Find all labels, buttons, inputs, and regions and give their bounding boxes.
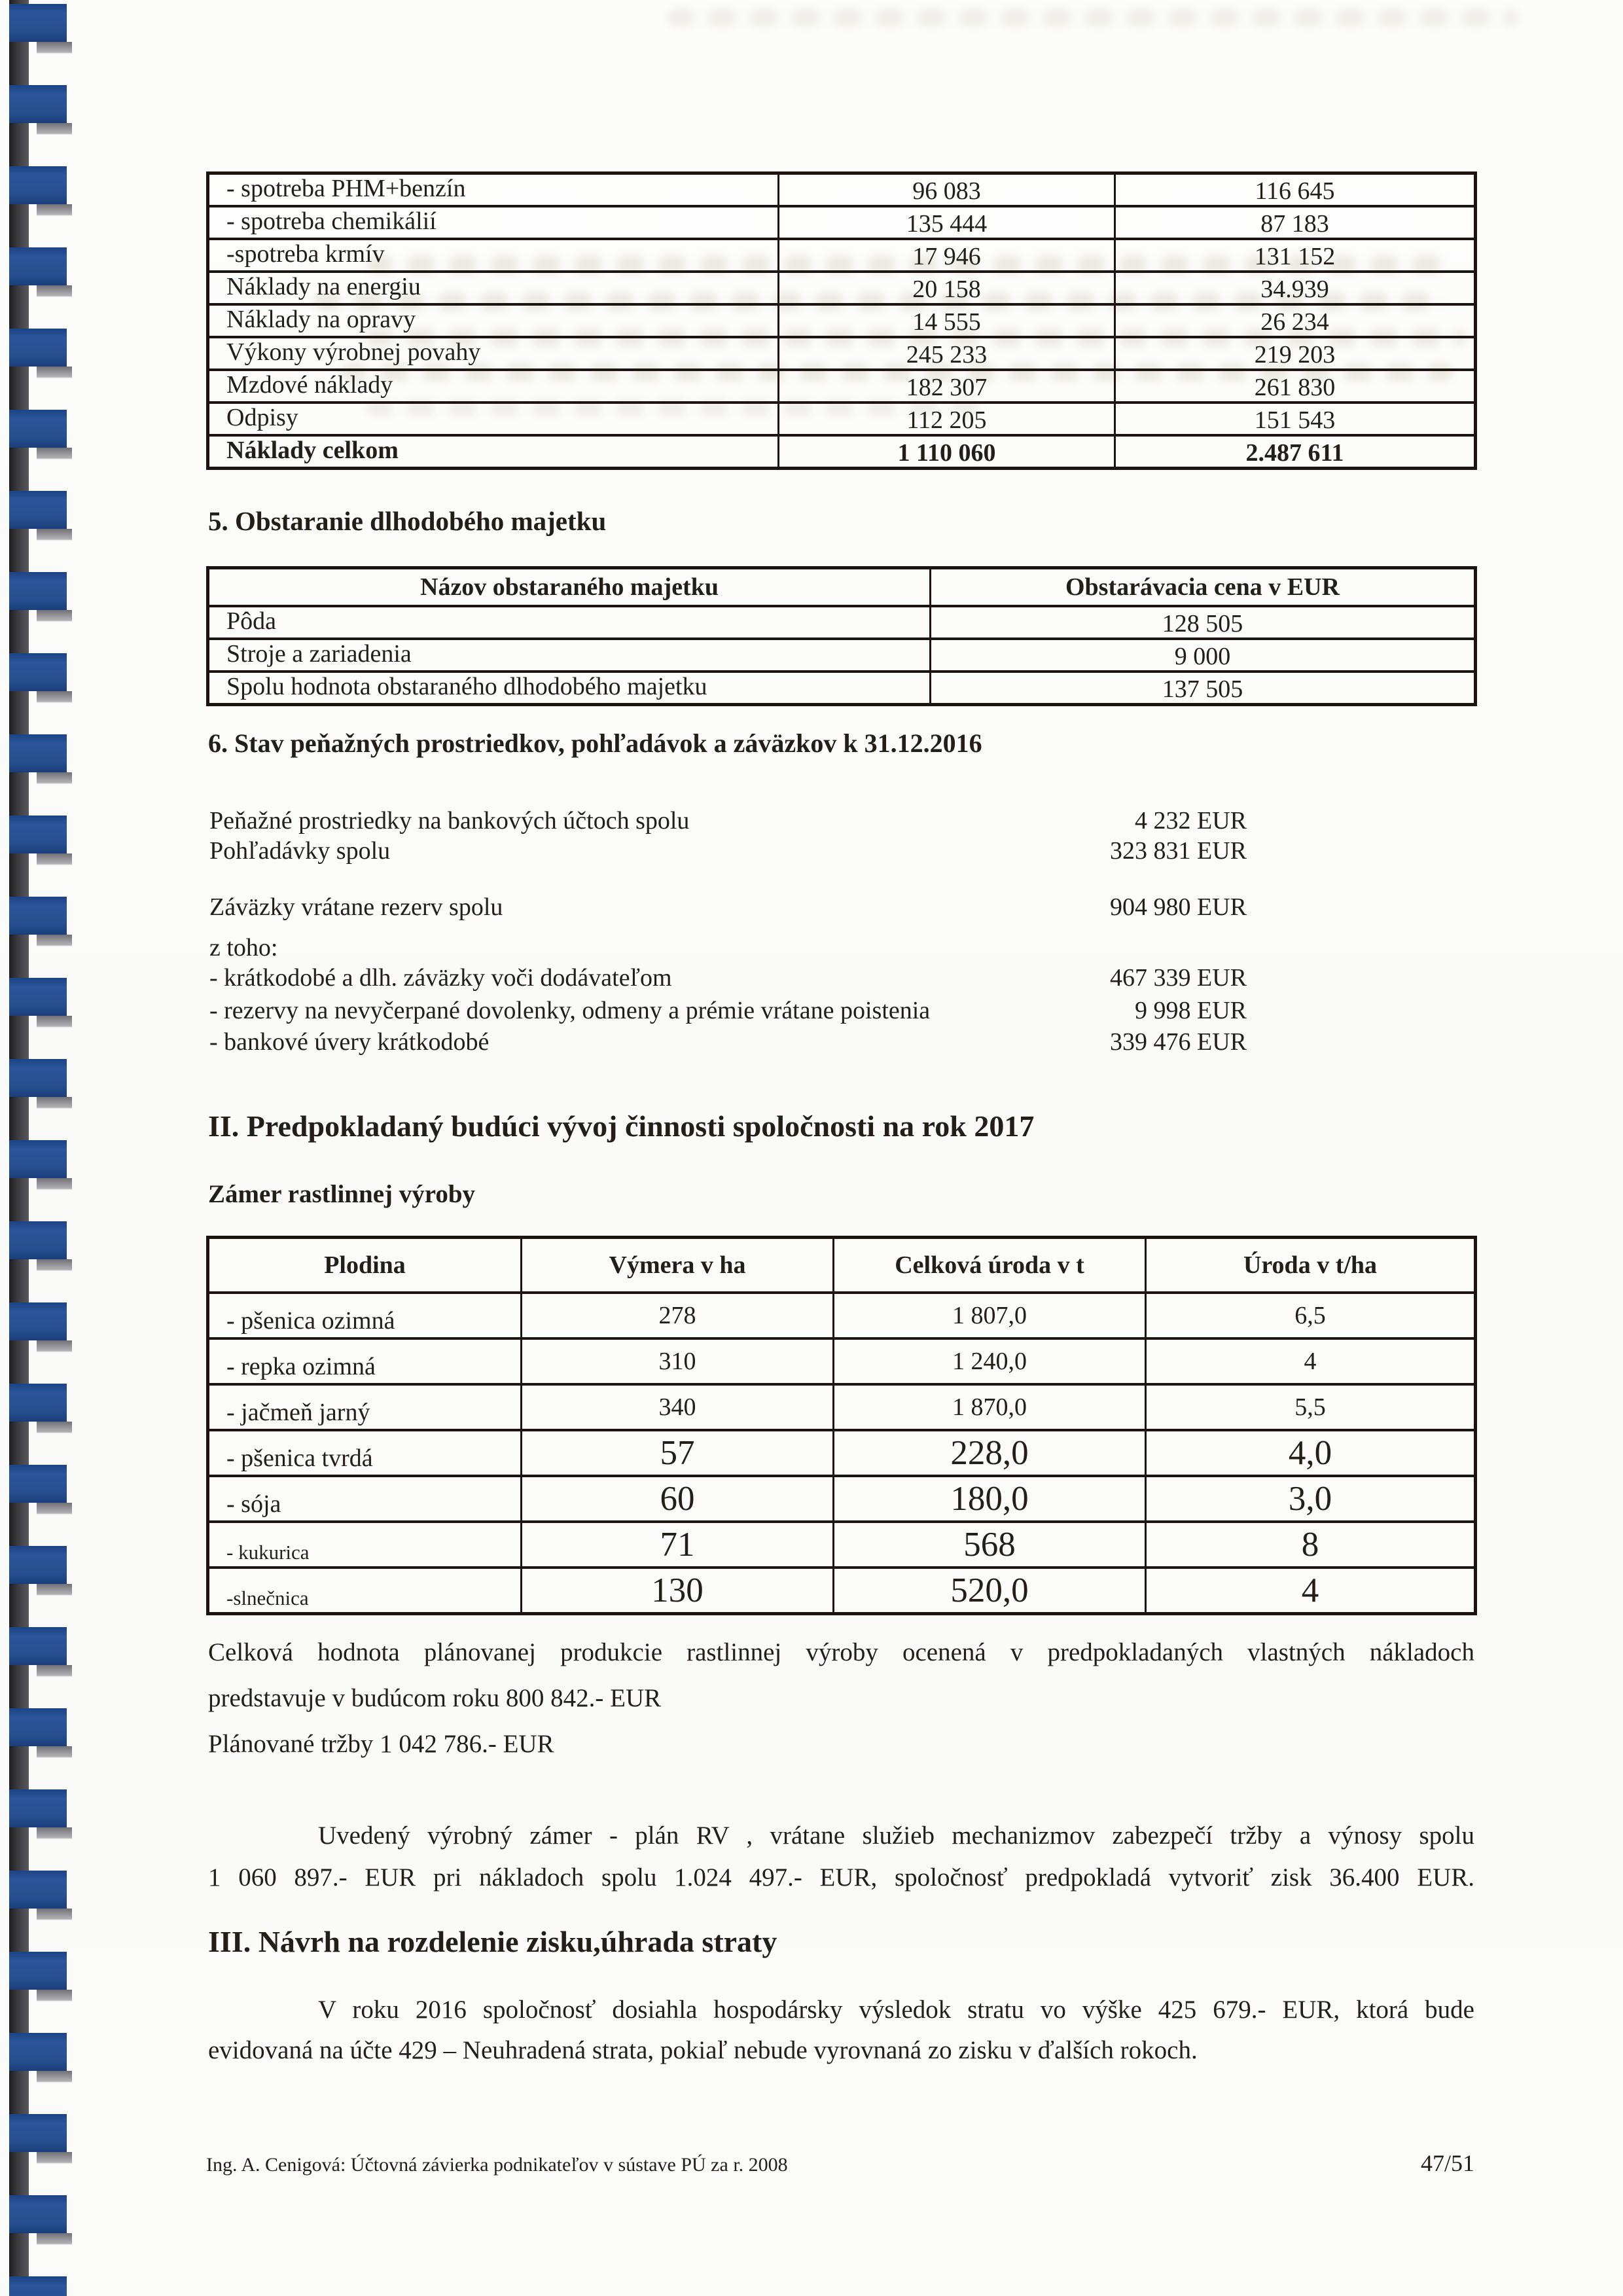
bleedthrough-artifact: [668, 9, 1518, 26]
cash-position-list: [209, 806, 1247, 1056]
cash-item-value: 4 232 EUR: [1135, 807, 1247, 834]
footer-citation: Ing. A. Cenigová: Účtovná závierka podnikateľov v sústave PÚ za r. 2008: [206, 2154, 788, 2176]
crop-row: [209, 1383, 1474, 1429]
asset-price: 137 505: [929, 673, 1474, 703]
crop-yield-per-ha: 4,0: [1145, 1431, 1474, 1475]
comb-binding-teeth: [9, 4, 67, 2296]
cost-value-col1: 17 946: [777, 240, 1114, 270]
cost-value-col1: 96 083: [777, 175, 1114, 205]
cost-item-label: -spotreba krmív: [226, 240, 385, 268]
paragraph-line: V roku 2016 spoločnosť dosiahla hospodársky výsledok stratu vo výške 425 679.- EUR, ktorá bude: [318, 1996, 1474, 2024]
costs-table-row: [209, 434, 1474, 467]
costs-table-row: [209, 303, 1474, 336]
crop-yield-total: 228,0: [832, 1431, 1145, 1475]
cost-item-label: Náklady na opravy: [226, 306, 416, 333]
crop-yield-total: 180,0: [832, 1477, 1145, 1520]
cash-item-value: 467 339 EUR: [1110, 964, 1247, 992]
crops-table: [206, 1236, 1477, 1615]
crop-area: 71: [520, 1523, 832, 1566]
cash-item-label: z toho:: [209, 934, 278, 961]
cost-item-label: - spotreba chemikálií: [226, 207, 437, 235]
profit-forecast-paragraph: [208, 1821, 1474, 1905]
crop-area: 278: [520, 1294, 832, 1337]
asset-price-header: Obstarávacia cena v EUR: [929, 569, 1474, 605]
crop-yield-total: 520,0: [832, 1569, 1145, 1612]
crop-area: 57: [520, 1431, 832, 1475]
acquisition-row: [209, 605, 1474, 637]
crop-yield-per-ha: 3,0: [1145, 1477, 1474, 1520]
production-value-paragraph: [208, 1638, 1474, 1775]
crop-yield-total: 1 870,0: [832, 1386, 1145, 1429]
crop-area-header: Výmera v ha: [520, 1239, 832, 1291]
section-iii-heading: III. Návrh na rozdelenie zisku,úhrada straty: [208, 1925, 777, 1958]
crop-name: - pšenica tvrdá: [226, 1444, 373, 1472]
crop-yield-per-ha: 4: [1145, 1569, 1474, 1612]
cost-value-col2: 34.939: [1114, 273, 1474, 303]
costs-table-row: [209, 368, 1474, 401]
cash-item-label: - rezervy na nevyčerpané dovolenky, odmeny a prémie vrátane poistenia: [209, 997, 931, 1024]
crop-yield-total: 1 807,0: [832, 1294, 1145, 1337]
paragraph-line: evidovaná na účte 429 – Neuhradená strata, pokiaľ nebude vyrovnaná zo zisku v ďalších rokoch.: [208, 2036, 1198, 2064]
costs-table: [206, 171, 1477, 470]
crop-yield-per-ha: 5,5: [1145, 1386, 1474, 1429]
cash-item-value: 323 831 EUR: [1110, 837, 1247, 865]
section-ii-heading: II. Predpokladaný budúci vývoj činnosti spoločnosti na rok 2017: [208, 1109, 1035, 1143]
crop-name: - pšenica ozimná: [226, 1307, 395, 1335]
costs-table-row: [209, 238, 1474, 270]
asset-price: 128 505: [929, 607, 1474, 637]
paragraph-line: Uvedený výrobný zámer - plán RV , vrátane služieb mechanizmov zabezpečí tržby a výnosy spolu: [318, 1821, 1474, 1850]
costs-table-row: [209, 270, 1474, 303]
crop-row: [209, 1291, 1474, 1337]
cost-value-col2: 219 203: [1114, 338, 1474, 368]
cash-item-label: Pohľadávky spolu: [209, 837, 391, 865]
crop-yield-total-header: Celková úroda v t: [832, 1239, 1145, 1291]
cash-item-value: 9 998 EUR: [1135, 997, 1247, 1024]
cost-item-label: Náklady celkom: [226, 437, 399, 464]
cash-line: [209, 963, 1247, 996]
crop-name: - sója: [226, 1490, 281, 1518]
cost-value-col1: 245 233: [777, 338, 1114, 368]
costs-table-row: [209, 336, 1474, 368]
crop-name: - kukurica: [226, 1541, 310, 1564]
crop-plan-subheading: Zámer rastlinnej výroby: [208, 1180, 476, 1208]
crop-yield-total: 568: [832, 1523, 1145, 1566]
cost-value-col1: 182 307: [777, 371, 1114, 401]
cost-item-label: - spotreba PHM+benzín: [226, 175, 466, 202]
cash-line: [209, 806, 1247, 836]
cost-value-col2: 151 543: [1114, 404, 1474, 434]
paragraph-line: 1 060 897.- EUR pri nákladoch spolu 1.024 497.- EUR, spoločnosť predpokladá vytvoriť zisk 36.400 EUR.: [208, 1863, 1474, 1892]
cost-value-col1: 1 110 060: [777, 437, 1114, 467]
cost-value-col2: 87 183: [1114, 207, 1474, 238]
cost-value-col1: 112 205: [777, 404, 1114, 434]
cash-line: [209, 836, 1247, 893]
section-6-heading: 6. Stav peňažných prostriedkov, pohľadávok a záväzkov k 31.12.2016: [208, 728, 982, 758]
cost-value-col2: 26 234: [1114, 306, 1474, 336]
cost-value-col2: 261 830: [1114, 371, 1474, 401]
page-footer: [206, 2149, 1474, 2177]
cost-item-label: Mzdové náklady: [226, 371, 393, 399]
asset-price: 9 000: [929, 640, 1474, 670]
crop-row: [209, 1566, 1474, 1612]
cash-line: [209, 1028, 1247, 1056]
cash-item-label: - bankové úvery krátkodobé: [209, 1028, 490, 1056]
asset-name: Spolu hodnota obstaraného dlhodobého majetku: [226, 673, 707, 700]
crop-row: [209, 1475, 1474, 1520]
cost-item-label: Odpisy: [226, 404, 298, 431]
loss-settlement-paragraph: [208, 1995, 1474, 2076]
cost-value-col1: 14 555: [777, 306, 1114, 336]
cash-item-label: Peňažné prostriedky na bankových účtoch spolu: [209, 807, 690, 834]
acquisition-row: [209, 637, 1474, 670]
costs-table-row: [209, 401, 1474, 434]
cash-item-label: Záväzky vrátane rezerv spolu: [209, 893, 503, 921]
cost-value-col1: 135 444: [777, 207, 1114, 238]
crop-row: [209, 1520, 1474, 1566]
crop-yield-per-ha-header: Úroda v t/ha: [1145, 1239, 1474, 1291]
cost-value-col2: 131 152: [1114, 240, 1474, 270]
crop-yield-per-ha: 4: [1145, 1340, 1474, 1383]
costs-table-row: [209, 205, 1474, 238]
page-number: 47/51: [1420, 2150, 1474, 2176]
crops-table-header: [209, 1239, 1474, 1291]
section-5-heading: 5. Obstaranie dlhodobého majetku: [208, 506, 607, 536]
paragraph-line: predstavuje v budúcom roku 800 842.- EUR: [208, 1684, 662, 1712]
cost-value-col1: 20 158: [777, 273, 1114, 303]
crop-name: - jačmeň jarný: [226, 1399, 370, 1426]
acquisition-row: [209, 670, 1474, 703]
cash-item-value: 339 476 EUR: [1110, 1028, 1247, 1056]
acquisitions-table-header: [209, 569, 1474, 605]
crop-yield-per-ha: 6,5: [1145, 1294, 1474, 1337]
crop-row: [209, 1429, 1474, 1475]
paragraph-line: Plánované tržby 1 042 786.- EUR: [208, 1730, 554, 1758]
cash-line: [209, 933, 1247, 963]
asset-name-header: Názov obstaraného majetku: [420, 573, 719, 601]
crop-area: 340: [520, 1386, 832, 1429]
crop-area: 60: [520, 1477, 832, 1520]
crop-area: 310: [520, 1340, 832, 1383]
cost-item-label: Výkony výrobnej povahy: [226, 338, 481, 366]
cash-item-value: 904 980 EUR: [1110, 893, 1247, 921]
crop-area: 130: [520, 1569, 832, 1612]
cash-line: [209, 996, 1247, 1028]
crop-name: -slnečnica: [226, 1587, 309, 1609]
cash-item-label: - krátkodobé a dlh. záväzky voči dodávateľom: [209, 964, 672, 992]
cost-item-label: Náklady na energiu: [226, 273, 421, 300]
acquisitions-table: [206, 566, 1477, 706]
asset-name: Stroje a zariadenia: [226, 640, 412, 668]
crop-yield-per-ha: 8: [1145, 1523, 1474, 1566]
crop-yield-total: 1 240,0: [832, 1340, 1145, 1383]
costs-table-row: [209, 175, 1474, 205]
cash-line: [209, 893, 1247, 933]
crop-name: - repka ozimná: [226, 1353, 376, 1380]
crop-name-header: Plodina: [324, 1251, 406, 1279]
cost-value-col2: 116 645: [1114, 175, 1474, 205]
paragraph-line: Celková hodnota plánovanej produkcie rastlinnej výroby ocenená v predpokladaných vlastných nákladoch: [208, 1638, 1474, 1666]
cost-value-col2: 2.487 611: [1114, 437, 1474, 467]
crop-row: [209, 1337, 1474, 1383]
asset-name: Pôda: [226, 607, 276, 635]
